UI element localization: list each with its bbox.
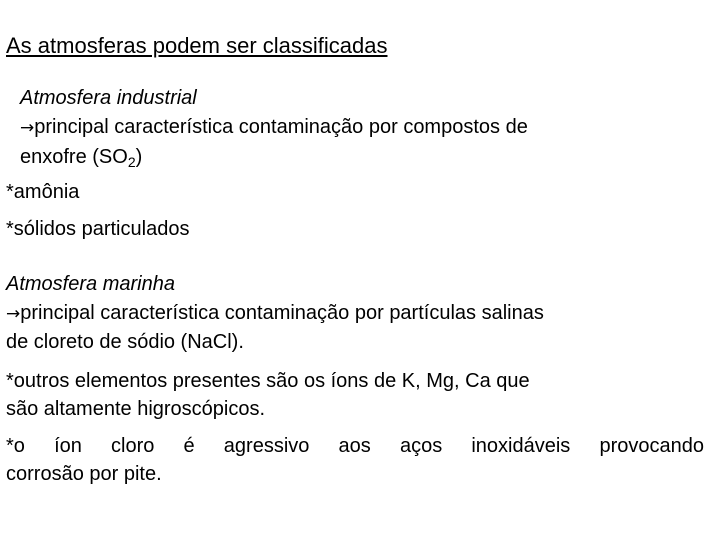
page-title: As atmosferas podem ser classificadas bbox=[6, 33, 388, 58]
arrow-right-icon: → bbox=[20, 118, 35, 138]
marinha-cloro-line1: *o íon cloro é agressivo aos aços inoxidáveis provocando bbox=[6, 435, 704, 457]
industrial-main-line2-end: ) bbox=[135, 146, 143, 168]
marinha-outros-line2: são altamente higroscópicos. bbox=[6, 398, 266, 420]
marinha-main-line1 bbox=[6, 301, 544, 326]
marinha-main-line2: de cloreto de sódio (NaCl). bbox=[6, 331, 244, 353]
industrial-main-line1 bbox=[20, 115, 528, 140]
industrial-main-text: principal característica contaminação por compostos de bbox=[34, 116, 528, 138]
arrow-right-icon: → bbox=[6, 304, 21, 324]
industrial-heading: Atmosfera industrial bbox=[20, 87, 197, 109]
industrial-main-line2-text: enxofre (SO bbox=[20, 146, 128, 168]
marinha-outros-line1: *outros elementos presentes são os íons de K, Mg, Ca que bbox=[6, 370, 530, 392]
industrial-main-line2 bbox=[20, 145, 142, 174]
so2-subscript: 2 bbox=[127, 154, 136, 170]
industrial-item-amonia: *amônia bbox=[6, 181, 80, 203]
marinha-heading: Atmosfera marinha bbox=[6, 273, 175, 295]
marinha-cloro-line2: corrosão por pite. bbox=[6, 463, 162, 485]
marinha-main-text: principal característica contaminação por partículas salinas bbox=[20, 302, 544, 324]
industrial-item-solidos: *sólidos particulados bbox=[6, 218, 190, 240]
